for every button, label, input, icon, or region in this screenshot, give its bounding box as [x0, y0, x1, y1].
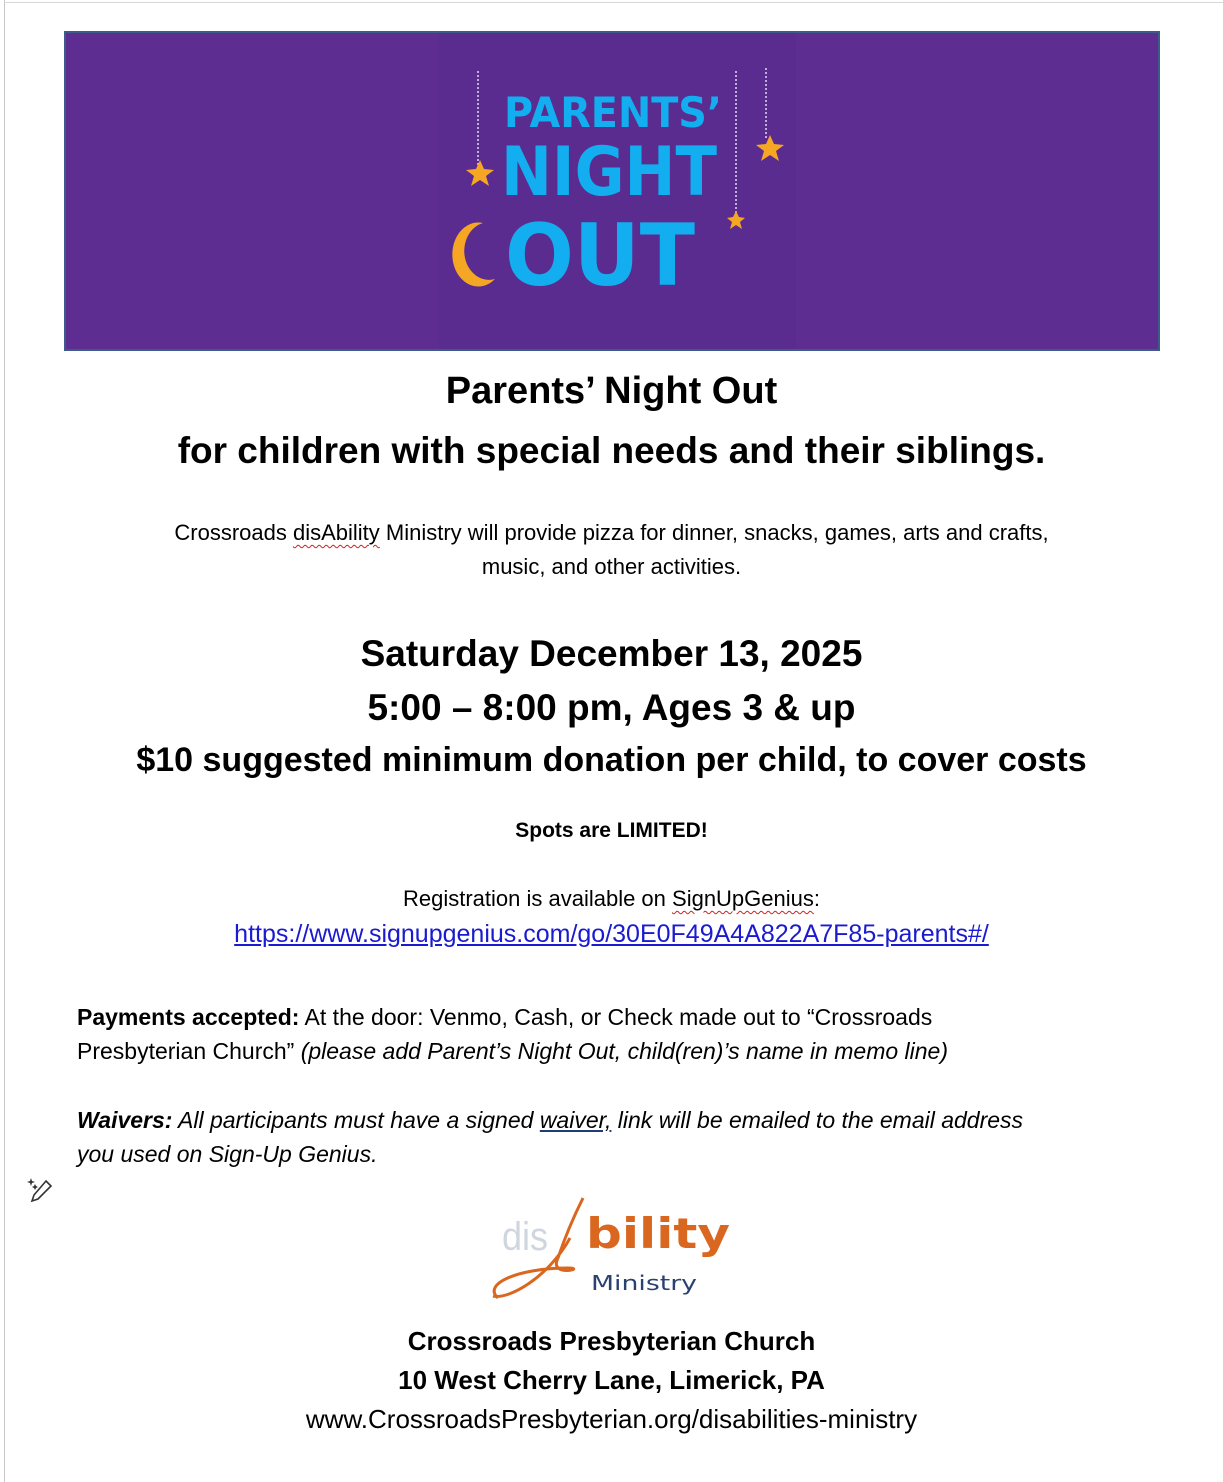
payments-note: (please add Parent’s Night Out, child(ren)’s name in memo line)	[294, 1038, 948, 1064]
registration-text: Registration is available on	[402, 886, 673, 911]
payments-line-2	[77, 1038, 948, 1065]
waivers-text: All participants must have a signed	[172, 1107, 540, 1133]
waivers-line-2: you used on Sign-Up Genius.	[77, 1141, 378, 1167]
page-top-edge	[4, 2, 1223, 3]
payments-text: At the door: Venmo, Cash, or Check made out to “Crossroads	[299, 1004, 933, 1030]
spelling-flag[interactable]: SignUpGenius	[672, 886, 814, 911]
intro-text: Crossroads	[174, 520, 293, 545]
ai-rewrite-icon[interactable]	[26, 1176, 54, 1204]
intro-line-2: music, and other activities.	[481, 554, 742, 579]
svg-text:Ministry: Ministry	[591, 1271, 698, 1295]
footer-church: Crossroads Presbyterian Church	[407, 1326, 816, 1356]
event-donation: $10 suggested minimum donation per child, to cover costs	[136, 741, 1087, 779]
svg-text:dis: dis	[502, 1215, 548, 1259]
registration-label	[0, 886, 1223, 912]
payments-text: Presbyterian Church”	[77, 1038, 295, 1064]
banner-image	[64, 31, 1160, 351]
payments-line-1	[77, 1004, 932, 1031]
svg-text:NIGHT: NIGHT	[501, 133, 718, 212]
waivers-line-1	[77, 1107, 1023, 1134]
waiver-link[interactable]: waiver,	[539, 1107, 612, 1133]
event-time: 5:00 – 8:00 pm, Ages 3 & up	[367, 687, 856, 728]
spelling-flag[interactable]: disAbility	[292, 520, 380, 545]
footer-website: www.CrossroadsPresbyterian.org/disabilities-ministry	[305, 1404, 918, 1434]
svg-text:PARENTS’: PARENTS’	[504, 88, 722, 137]
waivers-label: Waivers:	[77, 1107, 173, 1133]
registration-link-row	[0, 920, 1223, 949]
registration-link[interactable]: https://www.signupgenius.com/go/30E0F49A4A822A7F85-parents#/	[234, 920, 989, 948]
parents-night-out-logo	[439, 33, 796, 349]
svg-text:bility: bility	[586, 1209, 730, 1258]
payments-label: Payments accepted:	[77, 1004, 300, 1030]
registration-text: :	[813, 886, 821, 911]
footer-address: 10 West Cherry Lane, Limerick, PA	[398, 1365, 825, 1395]
event-date: Saturday December 13, 2025	[360, 633, 863, 674]
spots-limited: Spots are LIMITED!	[515, 819, 708, 842]
logo-artwork	[439, 33, 796, 349]
moon-icon	[452, 222, 495, 286]
svg-text:OUT: OUT	[505, 206, 696, 306]
intro-text: Ministry will provide pizza for dinner, snacks, games, arts and crafts,	[379, 520, 1049, 545]
heading-title: Parents’ Night Out	[445, 370, 778, 412]
heading-subtitle: for children with special needs and their siblings.	[177, 430, 1046, 471]
waivers-text: link will be emailed to the email address	[611, 1107, 1024, 1133]
intro-line-1	[0, 520, 1223, 546]
disability-ministry-logo	[488, 1194, 738, 1304]
